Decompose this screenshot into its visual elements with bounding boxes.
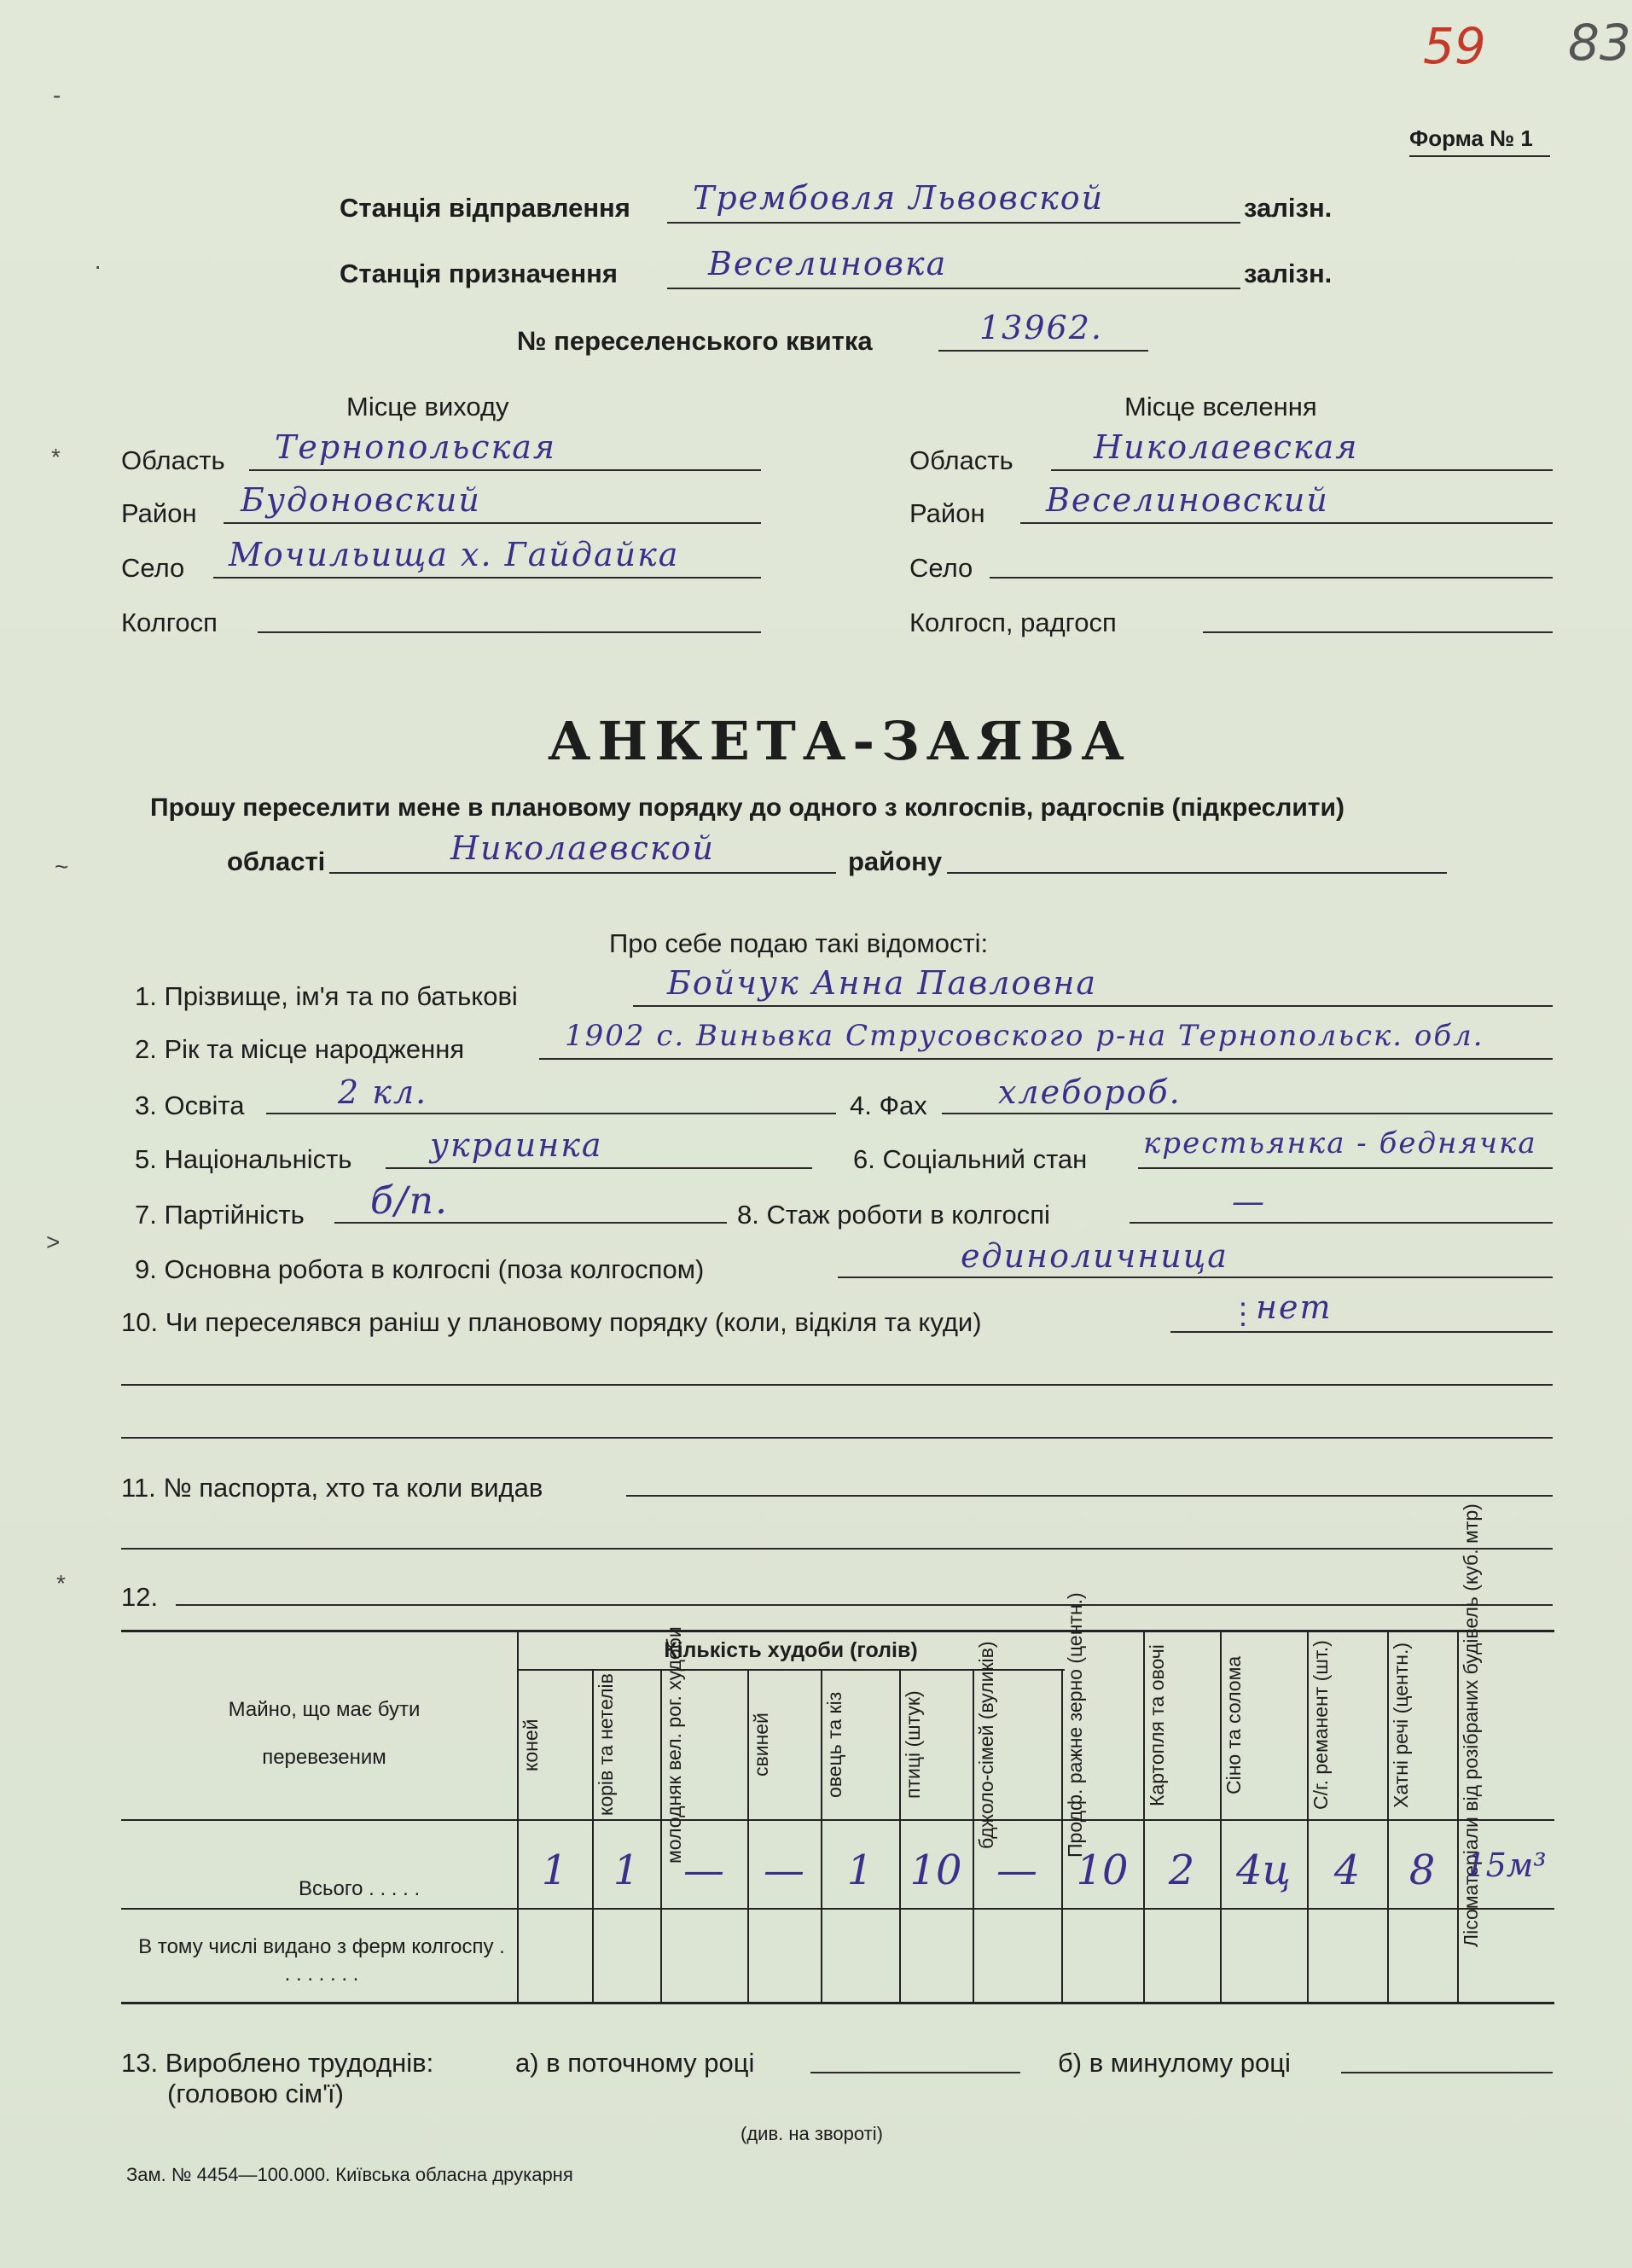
field-3-value: 2 кл. [338, 1073, 428, 1111]
field-3-line [266, 1113, 836, 1114]
table-column-header: овець та кіз [823, 1691, 845, 1799]
field-10-value: нет [1256, 1288, 1333, 1326]
table-column-divider [1457, 1630, 1459, 2002]
table-column-divider [1061, 1669, 1063, 2002]
margin-mark: * [56, 1570, 66, 1596]
field-7-value: б/п. [370, 1179, 450, 1223]
origin-raion-value: Будоновский [241, 481, 481, 519]
total-cell: — [683, 1846, 724, 1894]
table-column-divider [1220, 1630, 1222, 2002]
table-column-divider [1307, 1630, 1309, 2002]
total-cell: 4ц [1235, 1846, 1292, 1894]
departure-suffix: залізн. [1244, 193, 1333, 223]
dest-oblast-label: Область [909, 445, 1013, 475]
table-column-divider [660, 1669, 662, 2002]
dest-selo-line [990, 577, 1553, 579]
field-8-label: 8. Стаж роботи в колгоспі [737, 1200, 1050, 1230]
total-cell: 8 [1408, 1846, 1436, 1894]
margin-mark: · [94, 253, 102, 279]
request-raion-line [947, 872, 1447, 874]
total-cell: 10 [1076, 1846, 1129, 1894]
table-column-divider [1387, 1630, 1389, 2002]
total-cell: — [996, 1846, 1037, 1894]
field-6-value: крестьянка - беднячка [1143, 1126, 1537, 1160]
field-11-line [626, 1495, 1553, 1497]
field-10-line-3 [121, 1437, 1553, 1439]
table-column-divider [517, 1630, 519, 2002]
margin-mark: ~ [55, 853, 69, 880]
total-cell: — [764, 1846, 804, 1894]
field-8-line [1130, 1222, 1553, 1224]
field-6-label: 6. Соціальний стан [853, 1144, 1088, 1174]
origin-oblast-line [249, 469, 761, 471]
table-column-header: птиці (штук) [902, 1690, 924, 1800]
table-total-row-rule [121, 1908, 1554, 1910]
table-column-header: Сіно та солома [1223, 1655, 1245, 1795]
printer-note: Зам. № 4454—100.000. Київська обласна друкарня [126, 2164, 573, 2185]
origin-heading: Місце виходу [346, 392, 509, 422]
field-6-line [1138, 1167, 1553, 1169]
workdays-current-line [810, 2072, 1020, 2073]
request-text: Прошу переселити мене в плановому порядку до одного з колгоспів, радгоспів (підкреслити) [150, 794, 1345, 822]
cattle-header: Кількість худоби (голів) [664, 1638, 918, 1662]
field-1-label: 1. Прізвище, ім'я та по батькові [135, 981, 518, 1011]
table-column-divider [821, 1669, 822, 2002]
field-4-value: хлебороб. [998, 1073, 1182, 1111]
workdays-previous-label: б) в минулому році [1058, 2048, 1291, 2078]
field-9-label: 9. Основна робота в колгоспі (поза колгоспом) [135, 1254, 705, 1284]
info-heading: Про себе подаю такі відомості: [609, 928, 989, 958]
dest-kolhosp-label: Колгосп, радгосп [909, 608, 1117, 637]
field-4-label: 4. Фах [850, 1090, 927, 1120]
destination-value: Веселиновка [708, 245, 948, 282]
dest-oblast-value: Николаевская [1094, 428, 1359, 466]
table-column-header: молодняк вел. рог. худоби [663, 1626, 685, 1864]
table-column-header: коней [520, 1718, 542, 1771]
field-5-label: 5. Національність [135, 1144, 352, 1174]
property-header: Майно, що має бути перевезеним [228, 1698, 421, 1769]
field-10-label: 10. Чи переселявся раніш у плановому порядку (коли, відкіля та куди) [121, 1307, 982, 1337]
table-column-divider [747, 1669, 749, 2002]
total-cell: 1 [613, 1846, 640, 1894]
field-3-label: 3. Освіта [135, 1090, 245, 1120]
field-9-line [838, 1276, 1553, 1278]
table-bottom-rule [121, 2002, 1554, 2004]
ticket-line [938, 350, 1148, 352]
archive-number-gray: 83 [1568, 14, 1631, 72]
table-column-header: Хатні речі (центн.) [1390, 1642, 1412, 1809]
table-column-divider [973, 1669, 974, 2002]
table-column-divider [592, 1669, 594, 2002]
workdays-previous-line [1341, 2072, 1553, 2073]
see-back-note: (див. на звороті) [740, 2123, 883, 2144]
table-column-header: корів та нетелів [595, 1673, 617, 1817]
request-oblast-line [329, 872, 836, 874]
origin-selo-line [213, 577, 761, 579]
origin-kolhosp-line [258, 631, 761, 633]
departure-label: Станція відправлення [340, 193, 630, 223]
field-8-value: — [1232, 1183, 1266, 1220]
ticket-label: № переселенського квитка [517, 326, 873, 356]
request-raion-label: району [848, 846, 943, 876]
origin-selo-label: Село [121, 553, 185, 583]
destination-suffix: залізн. [1244, 259, 1333, 288]
field-1-value: Бойчук Анна Павловна [667, 964, 1098, 1002]
table-column-header: Продф. ражне зерно (центн.) [1064, 1592, 1086, 1858]
total-cell: 1 [541, 1846, 568, 1894]
field-12-line [176, 1604, 1553, 1606]
dest-oblast-line [1051, 469, 1553, 471]
dest-raion-line [1020, 522, 1553, 524]
field-4-line [942, 1113, 1553, 1114]
margin-mark: * [51, 444, 61, 470]
table-column-header: бджоло-сімей (вуликів) [975, 1641, 997, 1849]
pen-dots: ⋮ [1228, 1298, 1257, 1330]
total-cell: 4 [1333, 1846, 1361, 1894]
total-cell: 2 [1168, 1846, 1195, 1894]
row-farm-label: В тому числі видано з ферм колгоспу . . . . . . . . [138, 1935, 505, 1986]
origin-selo-value: Мочильища х. Гайдайка [229, 536, 680, 573]
table-column-header: С/г. реманент (шт.) [1310, 1640, 1332, 1811]
departure-line [667, 222, 1240, 224]
workdays-current-label: а) в поточному році [515, 2048, 755, 2078]
departure-value: Трембовля Львовской [693, 179, 1105, 217]
origin-raion-label: Район [121, 498, 197, 528]
form-number-underline [1409, 155, 1550, 157]
dest-raion-value: Веселиновский [1046, 481, 1329, 519]
margin-mark: - [53, 82, 61, 108]
field-1-line [633, 1005, 1553, 1007]
table-column-header: Картопля та овочі [1146, 1644, 1168, 1806]
form-number: Форма № 1 [1409, 125, 1533, 151]
destination-line [667, 288, 1240, 289]
workdays-label: 13. Виробленo трудоднів: [121, 2048, 434, 2078]
table-top-rule [121, 1630, 1554, 1632]
field-2-line [539, 1058, 1553, 1060]
destination-label: Станція призначення [340, 259, 618, 288]
table-column-divider [1143, 1630, 1145, 2002]
origin-oblast-value: Тернопольская [275, 428, 557, 466]
request-oblast-value: Николаевской [450, 829, 715, 867]
table-header-bottom-rule [121, 1819, 1554, 1821]
workdays-sub: (головою сім'ї) [167, 2079, 344, 2108]
field-9-value: единоличница [961, 1237, 1228, 1275]
dest-kolhosp-line [1203, 631, 1553, 633]
total-cell: 1 [846, 1846, 874, 1894]
margin-mark: > [46, 1229, 61, 1255]
field-7-label: 7. Партійність [135, 1200, 305, 1230]
field-12-label: 12. [121, 1582, 159, 1612]
field-11-line-2 [121, 1548, 1553, 1550]
dest-raion-label: Район [909, 498, 985, 528]
field-2-value: 1902 с. Виньвка Струсовского р-на Тернопольск. обл. [565, 1019, 1484, 1053]
field-10-line [1170, 1331, 1553, 1333]
total-cell: 10 [909, 1846, 962, 1894]
table-column-divider [899, 1669, 901, 2002]
origin-raion-line [224, 522, 761, 524]
ticket-value: 13962. [979, 309, 1103, 346]
row-total-label: Всього . . . . . [299, 1877, 421, 1900]
total-cell: 15м³ [1465, 1846, 1547, 1884]
origin-kolhosp-label: Колгосп [121, 608, 218, 637]
table-column-header: свиней [750, 1713, 772, 1777]
field-10-line-2 [121, 1384, 1553, 1386]
table-column-header: Лісоматеріали від розібраних будівель (куб. мтр) [1460, 1503, 1482, 1947]
field-5-line [386, 1167, 812, 1169]
archive-number-red: 59 [1423, 17, 1486, 75]
request-oblast-label: області [227, 846, 326, 876]
field-11-label: 11. № паспорта, хто та коли видав [121, 1473, 543, 1503]
origin-oblast-label: Область [121, 445, 225, 475]
destination-heading: Місце вселення [1124, 392, 1317, 422]
field-5-value: украинка [430, 1126, 603, 1164]
dest-selo-label: Село [909, 553, 973, 583]
field-2-label: 2. Рік та місце народження [135, 1034, 465, 1064]
form-title: АНКЕТА-ЗАЯВА [548, 710, 1131, 772]
